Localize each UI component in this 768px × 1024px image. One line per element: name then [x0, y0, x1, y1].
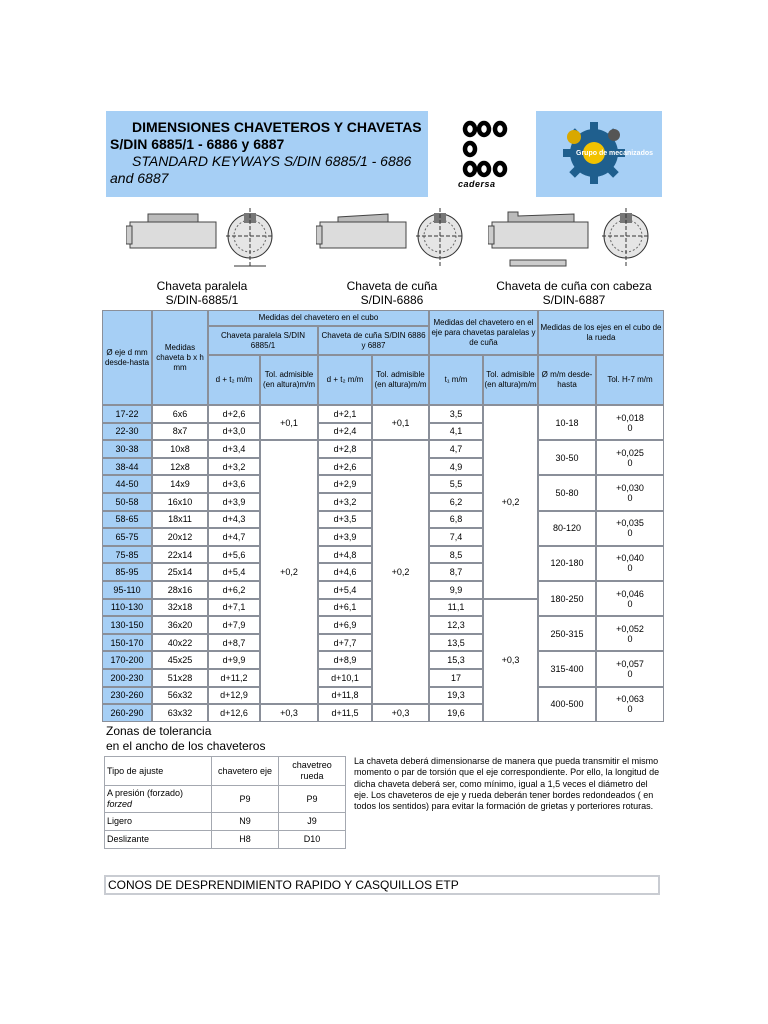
caption-std: S/DIN-6887 — [542, 293, 606, 307]
hub-tol-lower: 0 — [627, 563, 633, 574]
header-chavetero-eje: chavetero eje — [212, 757, 278, 785]
key-size: 22x14 — [152, 546, 208, 564]
hub-depth-paralela: d+2,6 — [208, 405, 260, 423]
shaft-range: 17-22 — [102, 405, 152, 423]
shaft-depth: 8,5 — [429, 546, 483, 564]
hub-depth-cuna: d+10,1 — [318, 669, 372, 687]
hub-depth-cuna: d+7,7 — [318, 634, 372, 652]
tolerance-title-line2: en el ancho de los chaveteros — [106, 739, 266, 753]
header-medidas: Medidas chaveta b x h mm — [152, 310, 208, 405]
shaft-range: 38-44 — [102, 458, 152, 476]
hub-tol-lower: 0 — [627, 704, 633, 715]
tol-cuna: +0,1 — [372, 405, 429, 440]
hub-depth-paralela: d+4,3 — [208, 511, 260, 529]
hub-depth-cuna: d+3,5 — [318, 511, 372, 529]
cadersa-logo — [428, 111, 536, 197]
shaft-range: 44-50 — [102, 475, 152, 493]
hub-tol-upper: +0,025 — [616, 447, 644, 458]
title-english: STANDARD KEYWAYS S/DIN 6885/1 - 6886 and 6887 — [110, 153, 412, 186]
caption-name: Chaveta de cuña — [346, 279, 438, 293]
key-size: 8x7 — [152, 423, 208, 441]
hub-diameter: 120-180 — [538, 546, 596, 581]
hub-depth-paralela: d+3,4 — [208, 440, 260, 458]
hub-tol-lower: 0 — [627, 668, 633, 679]
hub-depth-cuna: d+4,8 — [318, 546, 372, 564]
tol-paralela: +0,1 — [260, 405, 318, 440]
caption-std: S/DIN-6886 — [360, 293, 424, 307]
hub-depth-cuna: d+5,4 — [318, 581, 372, 599]
shaft-range: 200-230 — [102, 669, 152, 687]
shaft-range: 58-65 — [102, 511, 152, 529]
shaft-range: 65-75 — [102, 528, 152, 546]
hub-depth-cuna: d+3,9 — [318, 528, 372, 546]
tol-eje: +0,3 — [483, 599, 538, 722]
key-size: 36x20 — [152, 616, 208, 634]
header-eje-group: Medidas del chavetero en el eje para chavetas paralelas y de cuña — [429, 310, 538, 355]
hub-diameter: 180-250 — [538, 581, 596, 616]
hub-tol-lower: 0 — [627, 492, 633, 503]
tol-cuna: +0,3 — [372, 704, 429, 722]
hub-depth-cuna: d+2,1 — [318, 405, 372, 423]
header-tol-cuna: Tol. admisible (en altura)m/m — [372, 355, 429, 405]
caption-name: Chaveta paralela — [156, 279, 248, 293]
ajuste-eje: H8 — [212, 831, 278, 848]
hub-tol-lower: 0 — [627, 633, 633, 644]
shaft-drawing — [316, 200, 468, 276]
hub-tol-h7 — [596, 440, 664, 475]
ajuste-rueda: P9 — [279, 786, 345, 812]
shaft-range: 230-260 — [102, 687, 152, 705]
hub-depth-cuna: d+3,2 — [318, 493, 372, 511]
hub-depth-cuna: d+11,5 — [318, 704, 372, 722]
hub-diameter: 80-120 — [538, 511, 596, 546]
shaft-range: 170-200 — [102, 651, 152, 669]
shaft-depth: 12,3 — [429, 616, 483, 634]
caption-name: Chaveta de cuña con cabeza — [496, 279, 652, 293]
key-size: 14x9 — [152, 475, 208, 493]
shaft-depth: 19,3 — [429, 687, 483, 705]
ajuste-eje: N9 — [212, 813, 278, 830]
hub-depth-paralela: d+3,9 — [208, 493, 260, 511]
gear-icon — [536, 111, 662, 197]
ajuste-sub: forzed — [107, 799, 133, 809]
shaft-range: 85-95 — [102, 563, 152, 581]
hub-diameter: 400-500 — [538, 687, 596, 722]
shaft-depth: 4,1 — [429, 423, 483, 441]
ajuste-tipo: Ligero — [105, 813, 211, 830]
ajuste-rueda: D10 — [279, 831, 345, 848]
key-size: 56x32 — [152, 687, 208, 705]
hub-tol-h7 — [596, 405, 664, 440]
header-chavetero-rueda: chavetreo rueda — [279, 757, 345, 785]
caption-cabeza — [474, 279, 674, 307]
shaft-depth: 17 — [429, 669, 483, 687]
hub-tol-h7 — [596, 651, 664, 686]
hub-tol-h7 — [596, 581, 664, 616]
hub-tol-h7 — [596, 511, 664, 546]
hub-diameter: 250-315 — [538, 616, 596, 651]
hub-depth-paralela: d+4,7 — [208, 528, 260, 546]
header-t1: t₁ m/m — [429, 355, 483, 405]
hub-tol-upper: +0,040 — [616, 553, 644, 564]
shaft-depth: 7,4 — [429, 528, 483, 546]
shaft-depth: 9,9 — [429, 581, 483, 599]
hub-depth-paralela: d+12,6 — [208, 704, 260, 722]
hub-depth-cuna: d+11,8 — [318, 687, 372, 705]
ajuste-eje: P9 — [212, 786, 278, 812]
caption-cuna — [316, 279, 468, 307]
key-size: 10x8 — [152, 440, 208, 458]
tolerance-title-line1: Zonas de tolerancia — [106, 724, 212, 738]
table-row — [102, 440, 664, 458]
header-cubo: Medidas del chavetero en el cubo — [208, 310, 429, 326]
hub-tol-upper: +0,030 — [616, 482, 644, 493]
hub-tol-lower: 0 — [627, 528, 633, 539]
tol-paralela: +0,2 — [260, 440, 318, 704]
shaft-depth: 6,2 — [429, 493, 483, 511]
hub-tol-h7 — [596, 687, 664, 722]
shaft-depth: 11,1 — [429, 599, 483, 617]
shaft-depth: 4,7 — [429, 440, 483, 458]
keyway-table — [102, 310, 664, 722]
shaft-range: 22-30 — [102, 423, 152, 441]
shaft-depth: 6,8 — [429, 511, 483, 529]
gear-logo-box — [536, 111, 662, 197]
shaft-range: 50-58 — [102, 493, 152, 511]
hub-depth-cuna: d+2,8 — [318, 440, 372, 458]
diagram-chaveta-cabeza — [488, 200, 654, 276]
title-en-wrap — [110, 153, 424, 187]
header-rueda: Medidas de los ejes en el cubo de la rueda — [538, 310, 664, 355]
hub-depth-paralela: d+3,0 — [208, 423, 260, 441]
note-text: La chaveta deberá dimensionarse de manera que pueda transmitir el mismo momento o par de torsión que el eje correspondiente. Por ello, la longitud de dicha chaveta deberá ser, como mínimo, igual a 1,5 veces el diámetro del eje. Los chaveteros de eje y rueda deberán tener bordes redondeados ( en todos los sentidos) para evitar la formación de grietas y porteriores roturas. — [354, 756, 660, 812]
hub-depth-paralela: d+3,6 — [208, 475, 260, 493]
title-es-wrap — [110, 119, 424, 153]
hub-depth-paralela: d+12,9 — [208, 687, 260, 705]
hub-depth-paralela: d+5,6 — [208, 546, 260, 564]
header — [106, 111, 662, 197]
header-tipo: Tipo de ajuste — [105, 757, 211, 785]
tol-eje: +0,2 — [483, 405, 538, 599]
hub-depth-paralela: d+6,2 — [208, 581, 260, 599]
shaft-range: 95-110 — [102, 581, 152, 599]
header-h7: Tol. H-7 m/m — [596, 355, 664, 405]
tol-paralela: +0,3 — [260, 704, 318, 722]
tolerance-table — [104, 756, 346, 849]
hub-tol-lower: 0 — [627, 457, 633, 468]
hub-tol-upper: +0,063 — [616, 694, 644, 705]
gear-label: Grupo de mecanizados — [576, 150, 654, 157]
hub-depth-cuna: d+2,4 — [318, 423, 372, 441]
ajuste-tipo: Deslizante — [105, 831, 211, 848]
caption-std: S/DIN-6885/1 — [165, 293, 239, 307]
hub-tol-upper: +0,035 — [616, 518, 644, 529]
tolerance-title — [106, 724, 265, 754]
footer-link[interactable]: CONOS DE DESPRENDIMIENTO RAPIDO Y CASQUILLOS ETP — [104, 875, 660, 895]
hub-tol-upper: +0,057 — [616, 658, 644, 669]
header-dt2-cuna: d + t₂ m/m — [318, 355, 372, 405]
hub-diameter: 10-18 — [538, 405, 596, 440]
hub-depth-paralela: d+11,2 — [208, 669, 260, 687]
shaft-range: 30-38 — [102, 440, 152, 458]
hub-diameter: 30-50 — [538, 440, 596, 475]
header-eje: Ø eje d mm desde-hasta — [102, 310, 152, 405]
hub-depth-cuna: d+8,9 — [318, 651, 372, 669]
key-size: 20x12 — [152, 528, 208, 546]
hub-depth-cuna: d+6,1 — [318, 599, 372, 617]
shaft-depth: 3,5 — [429, 405, 483, 423]
header-paralela: Chaveta paralela S/DIN 6885/1 — [208, 326, 318, 355]
key-size: 32x18 — [152, 599, 208, 617]
shaft-range: 130-150 — [102, 616, 152, 634]
hub-tol-lower: 0 — [627, 598, 633, 609]
key-size: 25x14 — [152, 563, 208, 581]
hub-tol-upper: +0,018 — [616, 412, 644, 423]
caption-paralela — [126, 279, 278, 307]
shaft-depth: 15,3 — [429, 651, 483, 669]
shaft-drawing — [126, 200, 278, 276]
hub-depth-paralela: d+7,1 — [208, 599, 260, 617]
tol-cuna: +0,2 — [372, 440, 429, 704]
key-size: 51x28 — [152, 669, 208, 687]
logo-text: cadersa — [458, 179, 496, 189]
table-row — [102, 405, 664, 423]
hub-depth-paralela: d+5,4 — [208, 563, 260, 581]
hub-depth-cuna: d+2,6 — [318, 458, 372, 476]
diagram-chaveta-cuna — [316, 200, 468, 276]
hub-depth-paralela: d+9,9 — [208, 651, 260, 669]
key-size: 16x10 — [152, 493, 208, 511]
hub-tol-h7 — [596, 546, 664, 581]
key-size: 40x22 — [152, 634, 208, 652]
header-tol-eje: Tol. admisible (en altura)m/m — [483, 355, 538, 405]
key-size: 6x6 — [152, 405, 208, 423]
header-cuna: Chaveta de cuña S/DIN 6886 y 6887 — [318, 326, 429, 355]
shaft-drawing — [488, 200, 654, 276]
hub-tol-h7 — [596, 475, 664, 510]
shaft-depth: 5,5 — [429, 475, 483, 493]
hub-depth-cuna: d+2,9 — [318, 475, 372, 493]
hub-depth-paralela: d+8,7 — [208, 634, 260, 652]
table-body — [102, 405, 664, 722]
shaft-range: 260-290 — [102, 704, 152, 722]
table-cell — [105, 786, 211, 812]
key-size: 28x16 — [152, 581, 208, 599]
header-dt2: d + t₂ m/m — [208, 355, 260, 405]
key-size: 45x25 — [152, 651, 208, 669]
key-size: 12x8 — [152, 458, 208, 476]
diagram-chaveta-paralela — [126, 200, 278, 276]
hub-tol-h7 — [596, 616, 664, 651]
hub-diameter: 50-80 — [538, 475, 596, 510]
hub-depth-paralela: d+3,2 — [208, 458, 260, 476]
key-size: 63x32 — [152, 704, 208, 722]
shaft-depth: 13,5 — [429, 634, 483, 652]
ajuste-tipo: A presión (forzado) — [107, 788, 184, 798]
ajuste-rueda: J9 — [279, 813, 345, 830]
shaft-range: 150-170 — [102, 634, 152, 652]
shaft-depth: 4,9 — [429, 458, 483, 476]
key-size: 18x11 — [152, 511, 208, 529]
hub-depth-cuna: d+4,6 — [318, 563, 372, 581]
title-box — [106, 111, 428, 197]
hub-depth-paralela: d+7,9 — [208, 616, 260, 634]
header-diametro: Ø m/m desde-hasta — [538, 355, 596, 405]
hub-tol-upper: +0,046 — [616, 588, 644, 599]
hub-tol-lower: 0 — [627, 422, 633, 433]
title-spanish: DIMENSIONES CHAVETEROS Y CHAVETAS S/DIN 6885/1 - 6886 y 6887 — [110, 119, 422, 152]
hub-depth-cuna: d+6,9 — [318, 616, 372, 634]
hub-tol-upper: +0,052 — [616, 623, 644, 634]
shaft-range: 110-130 — [102, 599, 152, 617]
shaft-depth: 19,6 — [429, 704, 483, 722]
header-tol: Tol. admisible (en altura)m/m — [260, 355, 318, 405]
shaft-depth: 8,7 — [429, 563, 483, 581]
hub-diameter: 315-400 — [538, 651, 596, 686]
shaft-range: 75-85 — [102, 546, 152, 564]
